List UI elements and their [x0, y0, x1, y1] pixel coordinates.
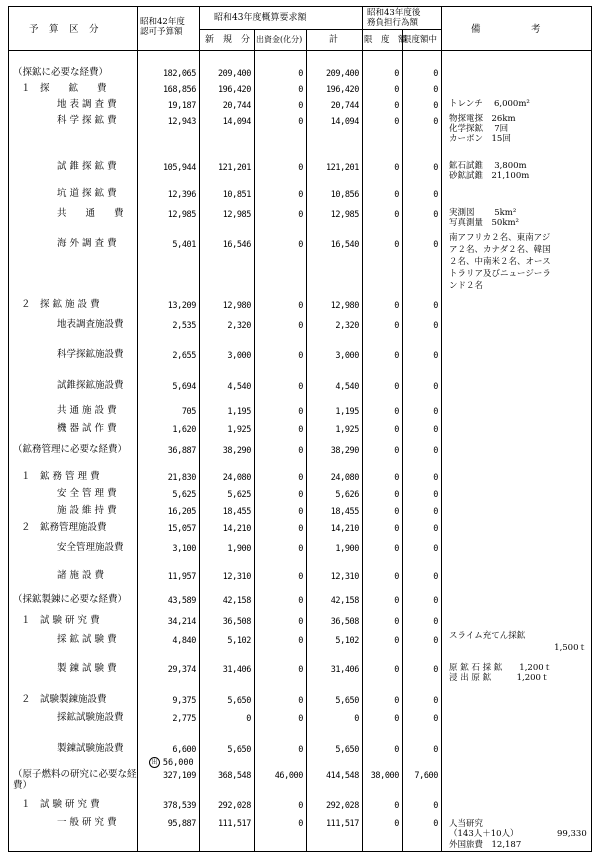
- cell-fund: 0: [298, 665, 303, 675]
- cell-fund: 0: [298, 617, 303, 627]
- cell-total: 5,626: [335, 490, 359, 500]
- cell-new: 12,980: [222, 301, 251, 311]
- cell-new: 12,985: [222, 210, 251, 220]
- cell-fund: 0: [298, 69, 303, 79]
- cell-new: 16,546: [222, 240, 251, 250]
- cell-new: 36,508: [222, 617, 251, 627]
- cell-limy: 0: [433, 544, 438, 554]
- cell-new: 1,900: [227, 544, 251, 554]
- cell-prev: 6,600: [172, 745, 196, 755]
- cell-total: 14,094: [330, 117, 359, 127]
- cell-total: 209,400: [325, 69, 359, 79]
- cell-limy: 0: [433, 636, 438, 646]
- cell-lim: 0: [394, 544, 399, 554]
- cell-prev: 12,985: [167, 210, 196, 220]
- cell-new: 5,650: [227, 745, 251, 755]
- cell-fund: 0: [298, 321, 303, 331]
- cell-limy: 0: [433, 524, 438, 534]
- cell-limy: 0: [433, 301, 438, 311]
- row-label: ２ 試験製錬施設費: [21, 694, 107, 705]
- cell-new: 292,028: [217, 801, 251, 811]
- cell-total: 5,650: [335, 745, 359, 755]
- cell-fund: 0: [298, 85, 303, 95]
- header-request-fund: 出資金(化分): [256, 35, 303, 44]
- cell-fund: 0: [298, 636, 303, 646]
- cell-lim: 0: [394, 819, 399, 829]
- cell-new: 111,517: [217, 819, 251, 829]
- cell-prev: 34,214: [167, 617, 196, 627]
- cell-new: 1,925: [227, 425, 251, 435]
- cell-prev: 2,655: [172, 351, 196, 361]
- cell-lim: 0: [394, 382, 399, 392]
- cell-total: 12,985: [330, 210, 359, 220]
- cell-prev: 5,694: [172, 382, 196, 392]
- remark-slime-qty: 1,500ｔ: [554, 643, 587, 653]
- cell-limy: 7,600: [414, 771, 438, 781]
- cell-limy: 0: [433, 473, 438, 483]
- remark-trench: トレンチ 6,000m²: [449, 99, 530, 109]
- cell-fund: 0: [298, 301, 303, 311]
- cell-lim: 0: [394, 507, 399, 517]
- row-label: （探鉱に必要な経費）: [13, 67, 109, 78]
- cell-total: 196,420: [325, 85, 359, 95]
- row-label: 地表調査施設費: [57, 319, 124, 330]
- cell-prev: 105,944: [162, 163, 196, 173]
- cell-lim: 0: [394, 745, 399, 755]
- cell-prev: 12,943: [167, 117, 196, 127]
- cell-fund: 0: [298, 101, 303, 111]
- cell-total: 1,900: [335, 544, 359, 554]
- cell-prev: 11,957: [167, 572, 196, 582]
- cell-prev: 2,775: [172, 714, 196, 724]
- cell-prev: 12,396: [167, 190, 196, 200]
- cell-total: 12,310: [330, 572, 359, 582]
- row-label: １ 試 験 研 究 費: [21, 799, 100, 810]
- cell-total: 14,210: [330, 524, 359, 534]
- cell-prev: 5,625: [172, 490, 196, 500]
- cell-limy: 0: [433, 321, 438, 331]
- cell-limy: 0: [433, 665, 438, 675]
- nuclear-prev-note-value: 56,000: [162, 758, 194, 768]
- cell-new: 18,455: [222, 507, 251, 517]
- cell-total: 292,028: [325, 801, 359, 811]
- cell-new: 20,744: [222, 101, 251, 111]
- cell-prev: 4,840: [172, 636, 196, 646]
- cell-fund: 0: [298, 425, 303, 435]
- cell-fund: 0: [298, 572, 303, 582]
- cell-fund: 0: [298, 544, 303, 554]
- row-label: 一 般 研 究 費: [57, 817, 117, 828]
- header-request-new: 新 規 分: [205, 35, 251, 45]
- row-label: 坑 道 探 鉱 費: [57, 188, 117, 199]
- cell-lim: 0: [394, 596, 399, 606]
- cell-lim: 0: [394, 801, 399, 811]
- cell-limy: 0: [433, 696, 438, 706]
- circled-mark: 出: [149, 757, 160, 768]
- cell-limy: 0: [433, 190, 438, 200]
- header-limit-year: 限度額中: [403, 35, 438, 45]
- remark-research-count: （143人＋10人）: [449, 829, 519, 839]
- cell-lim: 0: [394, 636, 399, 646]
- cell-lim: 0: [394, 210, 399, 220]
- remark-research-staff: 人当研究: [449, 819, 484, 829]
- cell-lim: 0: [394, 665, 399, 675]
- cell-limy: 0: [433, 446, 438, 456]
- cell-new: 14,094: [222, 117, 251, 127]
- cell-new: 12,310: [222, 572, 251, 582]
- header-category: 予 算 区 分: [29, 24, 100, 35]
- cell-lim: 0: [394, 425, 399, 435]
- cell-total: 5,102: [335, 636, 359, 646]
- cell-lim: 0: [394, 696, 399, 706]
- cell-new: 5,625: [227, 490, 251, 500]
- cell-limy: 0: [433, 490, 438, 500]
- row-label: 安 全 管 理 費: [57, 488, 117, 499]
- cell-total: 38,290: [330, 446, 359, 456]
- header-limit: 昭和43年度後 務負担行為額: [367, 8, 421, 28]
- cell-total: 1,195: [335, 407, 359, 417]
- row-label: 科学探鉱施設費: [57, 349, 124, 360]
- row-label: 機 器 試 作 費: [57, 423, 117, 434]
- cell-total: 10,856: [330, 190, 359, 200]
- cell-prev: 15,057: [167, 524, 196, 534]
- cell-new: 31,406: [222, 665, 251, 675]
- header-remarks: 備 考: [471, 24, 542, 35]
- cell-lim: 38,000: [370, 771, 399, 781]
- cell-limy: 0: [433, 819, 438, 829]
- cell-limy: 0: [433, 69, 438, 79]
- cell-new: 1,195: [227, 407, 251, 417]
- remark-survey: 実測図 5km² 写真測量 50km²: [449, 208, 519, 228]
- cell-fund: 0: [298, 163, 303, 173]
- cell-new: 121,201: [217, 163, 251, 173]
- cell-total: 0: [354, 714, 359, 724]
- cell-new: 3,000: [227, 351, 251, 361]
- cell-fund: 0: [298, 190, 303, 200]
- cell-prev: 705: [181, 407, 196, 417]
- row-label: １ 鉱 務 管 理 費: [21, 471, 100, 482]
- cell-fund: 0: [298, 696, 303, 706]
- cell-limy: 0: [433, 572, 438, 582]
- cell-limy: 0: [433, 507, 438, 517]
- cell-limy: 0: [433, 85, 438, 95]
- row-label: （採鉱製錬に必要な経費）: [13, 594, 128, 605]
- row-label: 製錬試験施設費: [57, 743, 124, 754]
- row-label: 科 学 探 鉱 費: [57, 115, 117, 126]
- cell-prev: 3,100: [172, 544, 196, 554]
- cell-fund: 0: [298, 473, 303, 483]
- cell-total: 42,158: [330, 596, 359, 606]
- row-label: （原子燃料の研究に必要な経費）: [13, 769, 137, 791]
- row-label: 試錐探鉱施設費: [57, 380, 124, 391]
- cell-total: 121,201: [325, 163, 359, 173]
- cell-total: 36,508: [330, 617, 359, 627]
- row-label: ２ 鉱務管理施設費: [21, 522, 107, 533]
- header-request: 昭和43年度概算要求額: [214, 13, 307, 23]
- cell-prev: 95,887: [167, 819, 196, 829]
- remark-ore: 原 鉱 石 採 鉱 1,200ｔ 浸 出 原 鉱 1,200ｔ: [449, 663, 553, 683]
- cell-prev: 43,589: [167, 596, 196, 606]
- row-label: 試 錐 探 鉱 費: [57, 161, 117, 172]
- cell-limy: 0: [433, 617, 438, 627]
- row-label: 共 通 施 設 費: [57, 405, 117, 416]
- cell-fund: 0: [298, 490, 303, 500]
- cell-prev: 36,887: [167, 446, 196, 456]
- cell-fund: 0: [298, 507, 303, 517]
- row-label: １ 探 鉱 費: [21, 83, 107, 94]
- cell-total: 111,517: [325, 819, 359, 829]
- remark-overseas: 南アフリカ２名、東南アジ ア２名、カナダ２名、韓国 ２名、中南米２名、オース トラリア及びニュージーラ ンド２名: [449, 233, 551, 291]
- row-label: ２ 探 鉱 施 設 費: [21, 299, 100, 310]
- row-label: 安全管理施設費: [57, 542, 124, 553]
- cell-fund: 0: [298, 117, 303, 127]
- cell-new: 14,210: [222, 524, 251, 534]
- cell-total: 18,455: [330, 507, 359, 517]
- cell-limy: 0: [433, 382, 438, 392]
- cell-fund: 0: [298, 714, 303, 724]
- cell-total: 24,080: [330, 473, 359, 483]
- cell-fund: 46,000: [274, 771, 303, 781]
- cell-lim: 0: [394, 190, 399, 200]
- cell-limy: 0: [433, 240, 438, 250]
- cell-lim: 0: [394, 301, 399, 311]
- cell-prev: 9,375: [172, 696, 196, 706]
- row-label: 採 鉱 試 験 費: [57, 634, 117, 645]
- remark-slime: スライム充てん採鉱: [449, 631, 526, 641]
- cell-fund: 0: [298, 801, 303, 811]
- cell-total: 20,744: [330, 101, 359, 111]
- remark-scientific: 物探電探 26km 化学探鉱 7回 カーボン 15回: [449, 114, 516, 144]
- cell-prev: 19,187: [167, 101, 196, 111]
- cell-new: 42,158: [222, 596, 251, 606]
- cell-new: 4,540: [227, 382, 251, 392]
- row-label: 製 錬 試 験 費: [57, 663, 117, 674]
- cell-total: 16,540: [330, 240, 359, 250]
- cell-limy: 0: [433, 596, 438, 606]
- row-label: 地 表 調 査 費: [57, 99, 117, 110]
- cell-prev: 29,374: [167, 665, 196, 675]
- cell-fund: 0: [298, 382, 303, 392]
- cell-fund: 0: [298, 819, 303, 829]
- cell-total: 5,650: [335, 696, 359, 706]
- cell-total: 4,540: [335, 382, 359, 392]
- cell-prev: 2,535: [172, 321, 196, 331]
- row-label: 海 外 調 査 費: [57, 238, 117, 249]
- row-label: 諸 施 設 費: [57, 570, 105, 581]
- cell-prev: 16,205: [167, 507, 196, 517]
- cell-new: 5,102: [227, 636, 251, 646]
- cell-total: 31,406: [330, 665, 359, 675]
- header-limit-amount: 限 度 額: [364, 35, 407, 45]
- cell-limy: 0: [433, 425, 438, 435]
- cell-total: 3,000: [335, 351, 359, 361]
- header-prev-budget: 昭和42年度 認可予算額: [140, 17, 185, 37]
- cell-lim: 0: [394, 446, 399, 456]
- cell-lim: 0: [394, 351, 399, 361]
- cell-limy: 0: [433, 163, 438, 173]
- row-label: 共 通 費: [57, 208, 124, 219]
- row-label: （鉱務管理に必要な経費）: [13, 444, 128, 455]
- cell-fund: 0: [298, 407, 303, 417]
- cell-lim: 0: [394, 714, 399, 724]
- cell-limy: 0: [433, 210, 438, 220]
- cell-lim: 0: [394, 240, 399, 250]
- cell-limy: 0: [433, 351, 438, 361]
- cell-limy: 0: [433, 745, 438, 755]
- cell-total: 2,320: [335, 321, 359, 331]
- cell-fund: 0: [298, 351, 303, 361]
- cell-lim: 0: [394, 473, 399, 483]
- cell-total: 12,980: [330, 301, 359, 311]
- cell-fund: 0: [298, 596, 303, 606]
- remark-foreign-travel: 外国旅費 12,187: [449, 840, 522, 850]
- cell-total: 414,548: [325, 771, 359, 781]
- cell-new: 368,548: [217, 771, 251, 781]
- cell-fund: 0: [298, 745, 303, 755]
- cell-limy: 0: [433, 714, 438, 724]
- cell-limy: 0: [433, 801, 438, 811]
- cell-lim: 0: [394, 163, 399, 173]
- cell-lim: 0: [394, 490, 399, 500]
- cell-fund: 0: [298, 210, 303, 220]
- cell-lim: 0: [394, 617, 399, 627]
- cell-limy: 0: [433, 117, 438, 127]
- budget-table: [8, 6, 592, 852]
- cell-lim: 0: [394, 101, 399, 111]
- cell-lim: 0: [394, 69, 399, 79]
- cell-lim: 0: [394, 117, 399, 127]
- cell-lim: 0: [394, 85, 399, 95]
- nuclear-prev-note: [149, 757, 194, 768]
- cell-new: 196,420: [217, 85, 251, 95]
- cell-lim: 0: [394, 407, 399, 417]
- cell-lim: 0: [394, 321, 399, 331]
- header-request-total: 計: [329, 35, 339, 45]
- remark-drilling: 鉱石試錐 3,800m 砂鉱試錐 21,100m: [449, 161, 530, 181]
- cell-lim: 0: [394, 572, 399, 582]
- cell-prev: 168,856: [162, 85, 196, 95]
- cell-new: 2,320: [227, 321, 251, 331]
- cell-limy: 0: [433, 101, 438, 111]
- row-label: １ 試 験 研 究 費: [21, 615, 100, 626]
- cell-fund: 0: [298, 446, 303, 456]
- cell-prev: 21,830: [167, 473, 196, 483]
- cell-limy: 0: [433, 407, 438, 417]
- cell-new: 5,650: [227, 696, 251, 706]
- cell-fund: 0: [298, 240, 303, 250]
- cell-fund: 0: [298, 524, 303, 534]
- cell-new: 0: [246, 714, 251, 724]
- cell-prev: 327,109: [162, 771, 196, 781]
- remark-research-amount: 99,330: [557, 829, 587, 839]
- cell-prev: 378,539: [162, 801, 196, 811]
- cell-lim: 0: [394, 524, 399, 534]
- cell-prev: 182,065: [162, 69, 196, 79]
- cell-new: 24,080: [222, 473, 251, 483]
- cell-prev: 1,620: [172, 425, 196, 435]
- cell-total: 1,925: [335, 425, 359, 435]
- cell-new: 10,851: [222, 190, 251, 200]
- cell-prev: 13,209: [167, 301, 196, 311]
- row-label: 採鉱試験施設費: [57, 712, 124, 723]
- cell-prev: 5,401: [172, 240, 196, 250]
- cell-new: 209,400: [217, 69, 251, 79]
- row-label: 施 設 維 持 費: [57, 505, 117, 516]
- cell-new: 38,290: [222, 446, 251, 456]
